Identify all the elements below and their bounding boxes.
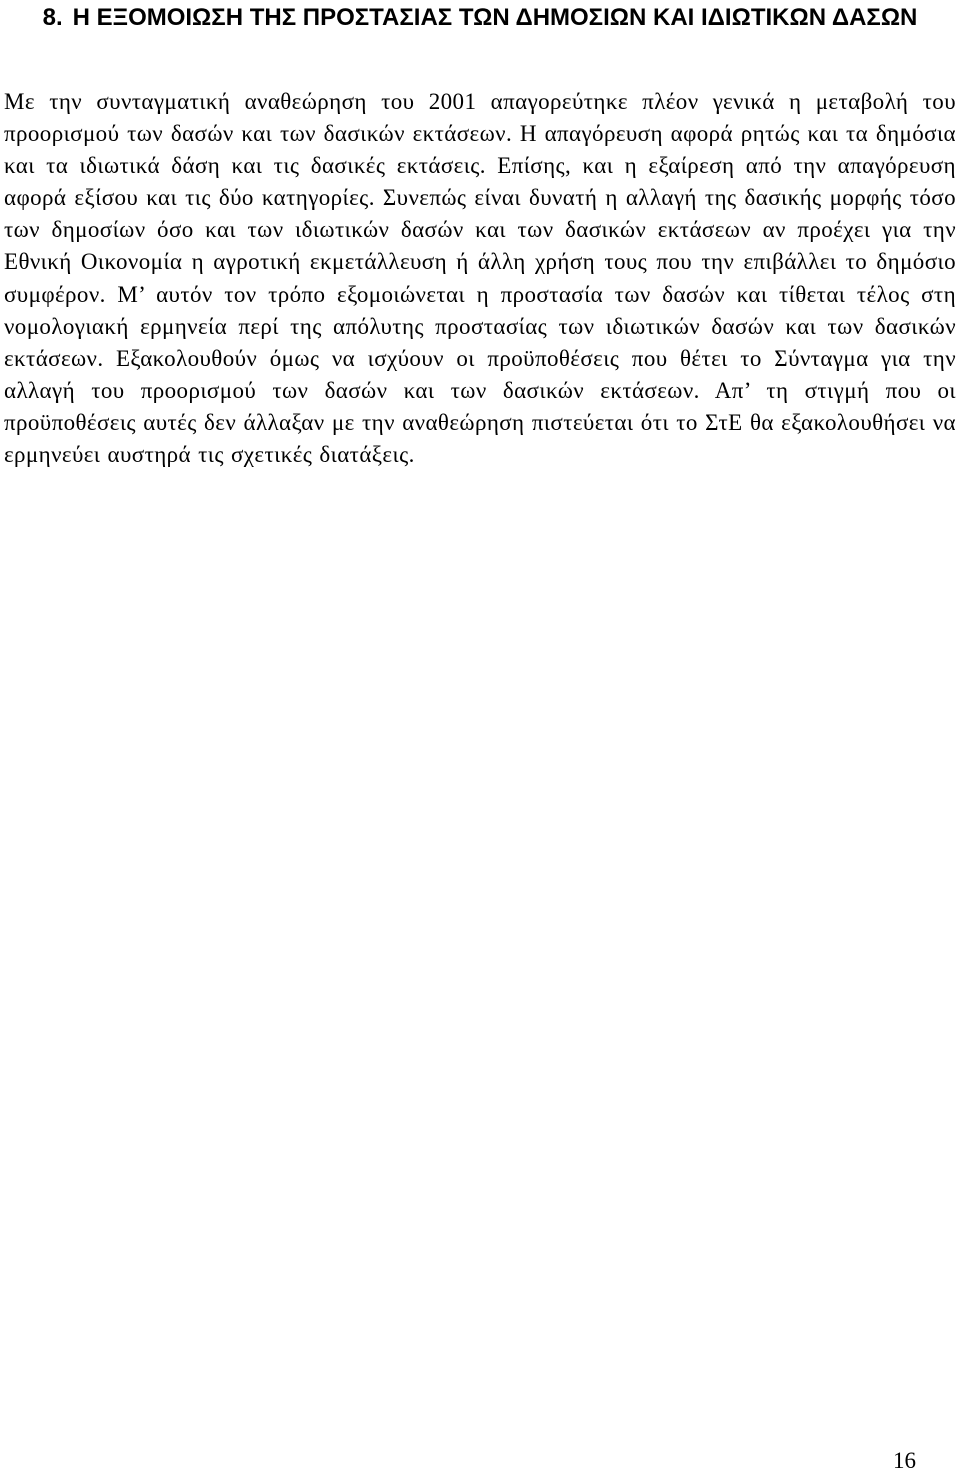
body-paragraph: Με την συνταγματική αναθεώρηση του 2001 απαγορεύτηκε πλέον γενικά η μεταβολή του προορισμού των δασών και των δασικών εκτάσεων. Η απαγόρευση αφορά ρητώς και τα δημόσια και τα ιδιωτικά δάση και τις δασικές εκτάσεις. Επίσης, και η εξαίρεση από την απαγόρευση αφορά εξίσου και τις δύο κατηγορίες. Συνεπώς είναι δυνατή η αλλαγή της δασικής μορφής τόσο των δημοσίων όσο και των ιδιωτικών δασών και των δασικών εκτάσεων αν προέχει για την Εθνική Οικονομία η αγροτική εκμετάλλευση ή άλλη χρήση τους που την επιβάλλει το δημόσιο συμφέρον. Μ’ αυτόν τον τρόπο εξομοιώνεται η προστασία των δασών και τίθεται τέλος στη νομολογιακή ερμηνεία περί της απόλυτης προστασίας των ιδιωτικών δασών και των δασικών εκτάσεων. Εξακολουθούν όμως να ισχύουν οι προϋποθέσεις που θέτει το Σύνταγμα για την αλλαγή του προορισμού των δασών και των δασικών εκτάσεων. Απ’ τη στιγμή που οι προϋποθέσεις αυτές δεν άλλαξαν με την αναθεώρηση πιστεύεται ότι το ΣτΕ θα εξακολουθήσει να ερμηνεύει αυστηρά τις σχετικές διατάξεις. — [4, 89, 956, 468]
section-heading — [8, 0, 952, 35]
page-number: 16 — [893, 1448, 916, 1473]
section-number: 8. — [42, 4, 63, 31]
section-title: Η ΕΞΟΜΟΙΩΣΗ ΤΗΣ ΠΡΟΣΤΑΣΙΑΣ ΤΩΝ ΔΗΜΟΣΙΩΝ ΚΑΙ ΙΔΙΩΤΙΚΩΝ ΔΑΣΩΝ — [72, 4, 918, 31]
